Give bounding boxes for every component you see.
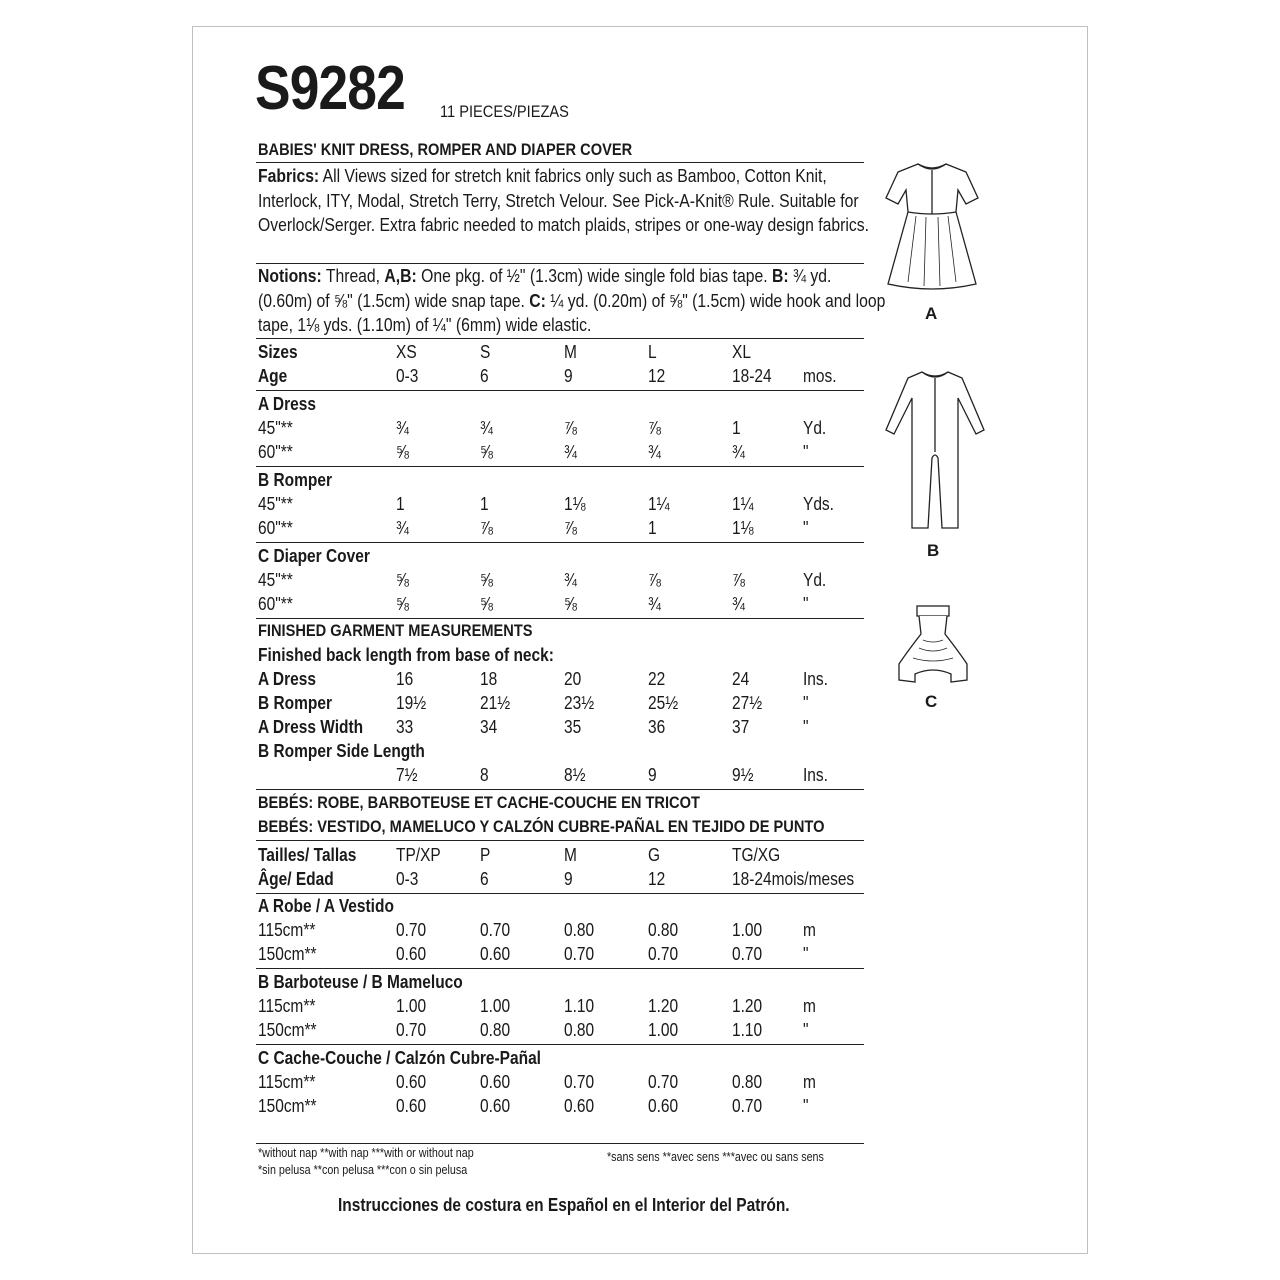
row-label: 115cm**: [258, 996, 316, 1016]
table-cell: ⅞: [648, 418, 661, 438]
table-cell: 37: [732, 717, 750, 737]
table-cell: 18-24mois/meses: [732, 869, 855, 889]
table-cell: 1.00: [648, 1020, 679, 1040]
table-cell: 0.70: [732, 944, 763, 964]
table-cell: 0.70: [396, 920, 427, 940]
table-cell: 22: [648, 669, 666, 689]
table-row: [258, 667, 864, 691]
table-cell: 1.00: [396, 996, 427, 1016]
table-cell: 0-3: [396, 869, 419, 889]
table-cell: M: [564, 845, 577, 865]
table-cell: 1⅛: [732, 518, 754, 538]
table-cell: 0.80: [648, 920, 679, 940]
table-cell: ": [803, 1020, 809, 1040]
table-row: [258, 568, 864, 592]
table-cell: 0.70: [648, 944, 679, 964]
footnote-english: *without nap **with nap ***with or without nap: [258, 1146, 474, 1160]
table-cell: 1.20: [648, 996, 679, 1016]
table-cell: 1⅛: [564, 494, 586, 514]
view-b-label: B: [927, 541, 940, 560]
table-cell: ⅞: [564, 418, 577, 438]
table-cell: mos.: [803, 366, 837, 386]
table-row: [258, 1070, 864, 1094]
table-cell: 20: [564, 669, 582, 689]
row-label: 150cm**: [258, 944, 317, 964]
table-cell: 9½: [732, 765, 754, 785]
row-label: A Dress Width: [258, 717, 364, 737]
divider: [256, 162, 864, 163]
view-a-dress-illustration: [882, 160, 982, 300]
table-cell: 0.60: [480, 1072, 511, 1092]
table-cell: XS: [396, 342, 417, 362]
notions-b-label: B:: [771, 265, 789, 286]
row-label: 150cm**: [258, 1020, 317, 1040]
spanish-title: BEBÉS: VESTIDO, MAMELUCO Y CALZÓN CUBRE-PAÑAL EN TEJIDO DE PUNTO: [258, 817, 825, 836]
table-cell: ⅝: [480, 442, 493, 462]
table-cell: ⅝: [564, 594, 577, 614]
divider: [256, 542, 864, 543]
table-cell: 18: [480, 669, 498, 689]
group-title: B Romper: [258, 470, 332, 490]
table-row: [258, 918, 864, 942]
table-cell: 1: [732, 418, 741, 438]
row-label: Age: [258, 366, 288, 386]
table-cell: ": [803, 518, 809, 538]
divider: [256, 840, 864, 841]
divider: [256, 1044, 864, 1045]
view-a-label: A: [925, 304, 938, 323]
view-b-romper-illustration: [880, 368, 990, 538]
table-cell: 12: [648, 366, 666, 386]
footnote-french: *sans sens **avec sens ***avec ou sans sens: [607, 1150, 824, 1164]
table-cell: 0.60: [564, 1096, 595, 1116]
group-title: A Robe / A Vestido: [258, 896, 394, 916]
row-label: 60"**: [258, 518, 293, 538]
table-cell: 1.20: [732, 996, 763, 1016]
table-cell: 8: [480, 765, 489, 785]
side-length-label: B Romper Side Length: [258, 741, 425, 761]
table-row: [258, 942, 864, 966]
table-cell: 0-3: [396, 366, 419, 386]
table-cell: ": [803, 594, 809, 614]
piece-count: 11 PIECES/PIEZAS: [440, 102, 569, 121]
pattern-number: S9282: [255, 54, 405, 123]
row-label: 45"**: [258, 494, 293, 514]
table-cell: 1¼: [732, 494, 754, 514]
table-cell: ¾: [396, 418, 409, 438]
table-cell: 35: [564, 717, 582, 737]
table-cell: ": [803, 442, 809, 462]
table-cell: 0.70: [396, 1020, 427, 1040]
table-cell: S: [480, 342, 491, 362]
table-cell: 27½: [732, 693, 763, 713]
view-c-diaper-cover-illustration: [893, 600, 973, 690]
table-cell: ⅝: [396, 442, 409, 462]
table-cell: 18-24: [732, 366, 772, 386]
notions-text: Thread,: [325, 265, 385, 286]
table-cell: 1: [396, 494, 405, 514]
row-label: Sizes: [258, 342, 298, 362]
notions-text: One pkg. of ½" (1.3cm) wide single fold bias tape.: [416, 265, 772, 286]
table-cell: ": [803, 944, 809, 964]
table-cell: m: [803, 996, 816, 1016]
table-cell: ¾: [480, 418, 493, 438]
row-label: Âge/ Edad: [258, 869, 334, 889]
table-cell: 0.70: [732, 1096, 763, 1116]
table-cell: ¾: [732, 442, 745, 462]
table-cell: ¾: [564, 442, 577, 462]
table-row: [258, 440, 864, 464]
table-cell: 0.80: [564, 1020, 595, 1040]
table-cell: ": [803, 1096, 809, 1116]
table-cell: 23½: [564, 693, 595, 713]
table-cell: ¾: [648, 594, 661, 614]
table-cell: TP/XP: [396, 845, 441, 865]
table-cell: M: [564, 342, 577, 362]
table-row: [258, 715, 864, 739]
table-cell: ¾: [648, 442, 661, 462]
table-cell: 0.80: [564, 920, 595, 940]
table-cell: 34: [480, 717, 498, 737]
table-cell: ⅞: [564, 518, 577, 538]
table-cell: Yds.: [803, 494, 834, 514]
row-label: Tailles/ Tallas: [258, 845, 357, 865]
row-label: 115cm**: [258, 1072, 316, 1092]
fabrics-label: Fabrics:: [258, 165, 320, 186]
pattern-title: BABIES' KNIT DRESS, ROMPER AND DIAPER COVER: [258, 140, 633, 159]
table-cell: m: [803, 1072, 816, 1092]
table-cell: 9: [648, 765, 657, 785]
table-cell: 0.60: [480, 1096, 511, 1116]
french-title: BEBÉS: ROBE, BARBOTEUSE ET CACHE-COUCHE EN TRICOT: [258, 793, 700, 812]
table-cell: 0.60: [396, 1096, 427, 1116]
footnote-spanish: *sin pelusa **con pelusa ***con o sin pelusa: [258, 1163, 468, 1177]
table-cell: ": [803, 693, 809, 713]
table-row: [258, 416, 864, 440]
table-row: [258, 843, 864, 867]
table-row: [258, 592, 864, 616]
table-cell: ¾: [732, 594, 745, 614]
table-cell: 7½: [396, 765, 418, 785]
table-cell: 1: [480, 494, 489, 514]
group-title: B Barboteuse / B Mameluco: [258, 972, 463, 992]
table-row: [258, 867, 864, 891]
table-cell: ¾: [396, 518, 409, 538]
table-cell: 6: [480, 869, 489, 889]
divider: [256, 1143, 864, 1144]
table-row: [258, 516, 864, 540]
divider: [256, 338, 864, 339]
table-cell: P: [480, 845, 491, 865]
table-cell: XL: [732, 342, 751, 362]
table-cell: G: [648, 845, 661, 865]
table-cell: 1.00: [732, 920, 763, 940]
divider: [256, 466, 864, 467]
notions-label: Notions:: [258, 265, 322, 286]
table-cell: 1¼: [648, 494, 670, 514]
table-cell: 1: [648, 518, 657, 538]
spanish-instructions-note: Instrucciones de costura en Español en el Interior del Patrón.: [338, 1195, 790, 1215]
table-cell: 0.80: [732, 1072, 763, 1092]
table-cell: 33: [396, 717, 414, 737]
table-cell: 9: [564, 869, 573, 889]
notions-c-label: C:: [529, 289, 546, 311]
row-label: A Dress: [258, 669, 316, 689]
notions-text: ¼ yd. (0.20m) of ⅝" (1.5cm) wide hook and loop tape, 1⅛ yds. (1.10m) of ¼" (6mm) wide elastic.: [258, 289, 886, 335]
table-cell: L: [648, 342, 657, 362]
table-cell: ⅝: [480, 570, 493, 590]
row-label: 60"**: [258, 594, 293, 614]
table-cell: 1.00: [480, 996, 511, 1016]
row-label: 150cm**: [258, 1096, 317, 1116]
table-cell: 1.10: [564, 996, 595, 1016]
table-cell: Yd.: [803, 418, 827, 438]
table-cell: Ins.: [803, 669, 828, 689]
table-cell: 24: [732, 669, 750, 689]
finished-measurements-heading: FINISHED GARMENT MEASUREMENTS: [258, 621, 533, 640]
row-label: 45"**: [258, 418, 293, 438]
table-row: [258, 340, 864, 364]
table-cell: ⅝: [480, 594, 493, 614]
row-label: 45"**: [258, 570, 293, 590]
table-cell: 21½: [480, 693, 511, 713]
table-cell: 6: [480, 366, 489, 386]
divider: [256, 968, 864, 969]
table-row: [258, 763, 864, 787]
table-cell: 9: [564, 366, 573, 386]
row-label: 115cm**: [258, 920, 316, 940]
table-cell: 0.80: [480, 1020, 511, 1040]
group-title: C Cache-Couche / Calzón Cubre-Pañal: [258, 1048, 541, 1068]
table-cell: ⅝: [396, 594, 409, 614]
table-cell: 0.60: [480, 944, 511, 964]
group-title: A Dress: [258, 394, 316, 414]
table-cell: 12: [648, 869, 666, 889]
table-cell: ⅝: [396, 570, 409, 590]
table-row: [258, 994, 864, 1018]
table-cell: m: [803, 920, 816, 940]
table-cell: ": [803, 717, 809, 737]
table-cell: 16: [396, 669, 414, 689]
notions-text: ¾ yd. (0.60m) of ⅝" (1.5cm) wide snap tape.: [258, 265, 832, 311]
fabrics-text: All Views sized for stretch knit fabrics only such as Bamboo, Cotton Knit, Interlock, ITY, Modal, Stretch Terry, Stretch Velour. See Pick-A-Knit® Rule. Suitable for Overlock/Serger. Extra fabric needed to match plaids, stripes or one-way design fabrics.: [258, 165, 869, 235]
table-cell: 36: [648, 717, 666, 737]
table-cell: 0.60: [648, 1096, 679, 1116]
table-cell: 0.70: [480, 920, 511, 940]
table-cell: ¾: [564, 570, 577, 590]
table-cell: 0.70: [564, 944, 595, 964]
table-row: [258, 1018, 864, 1042]
group-title: C Diaper Cover: [258, 546, 370, 566]
table-cell: TG/XG: [732, 845, 781, 865]
table-cell: 0.70: [564, 1072, 595, 1092]
view-c-label: C: [925, 692, 938, 711]
table-cell: ⅞: [648, 570, 661, 590]
table-cell: 19½: [396, 693, 427, 713]
row-label: 60"**: [258, 442, 293, 462]
table-cell: 0.70: [648, 1072, 679, 1092]
table-row: [258, 492, 864, 516]
table-row: [258, 364, 864, 388]
divider: [256, 618, 864, 619]
notions-ab-label: A,B:: [384, 265, 417, 286]
table-cell: 8½: [564, 765, 586, 785]
table-row: [258, 691, 864, 715]
table-row: [258, 1094, 864, 1118]
notions-paragraph: [258, 264, 898, 338]
table-cell: ⅞: [732, 570, 745, 590]
table-cell: 0.60: [396, 1072, 427, 1092]
fabrics-paragraph: [258, 164, 898, 238]
divider: [256, 390, 864, 391]
table-cell: 1.10: [732, 1020, 763, 1040]
table-cell: Ins.: [803, 765, 828, 785]
divider: [256, 789, 864, 790]
row-label: B Romper: [258, 693, 332, 713]
table-cell: Yd.: [803, 570, 827, 590]
finished-subheading: Finished back length from base of neck:: [258, 645, 554, 665]
table-cell: 0.60: [396, 944, 427, 964]
table-cell: 25½: [648, 693, 679, 713]
table-cell: ⅞: [480, 518, 493, 538]
